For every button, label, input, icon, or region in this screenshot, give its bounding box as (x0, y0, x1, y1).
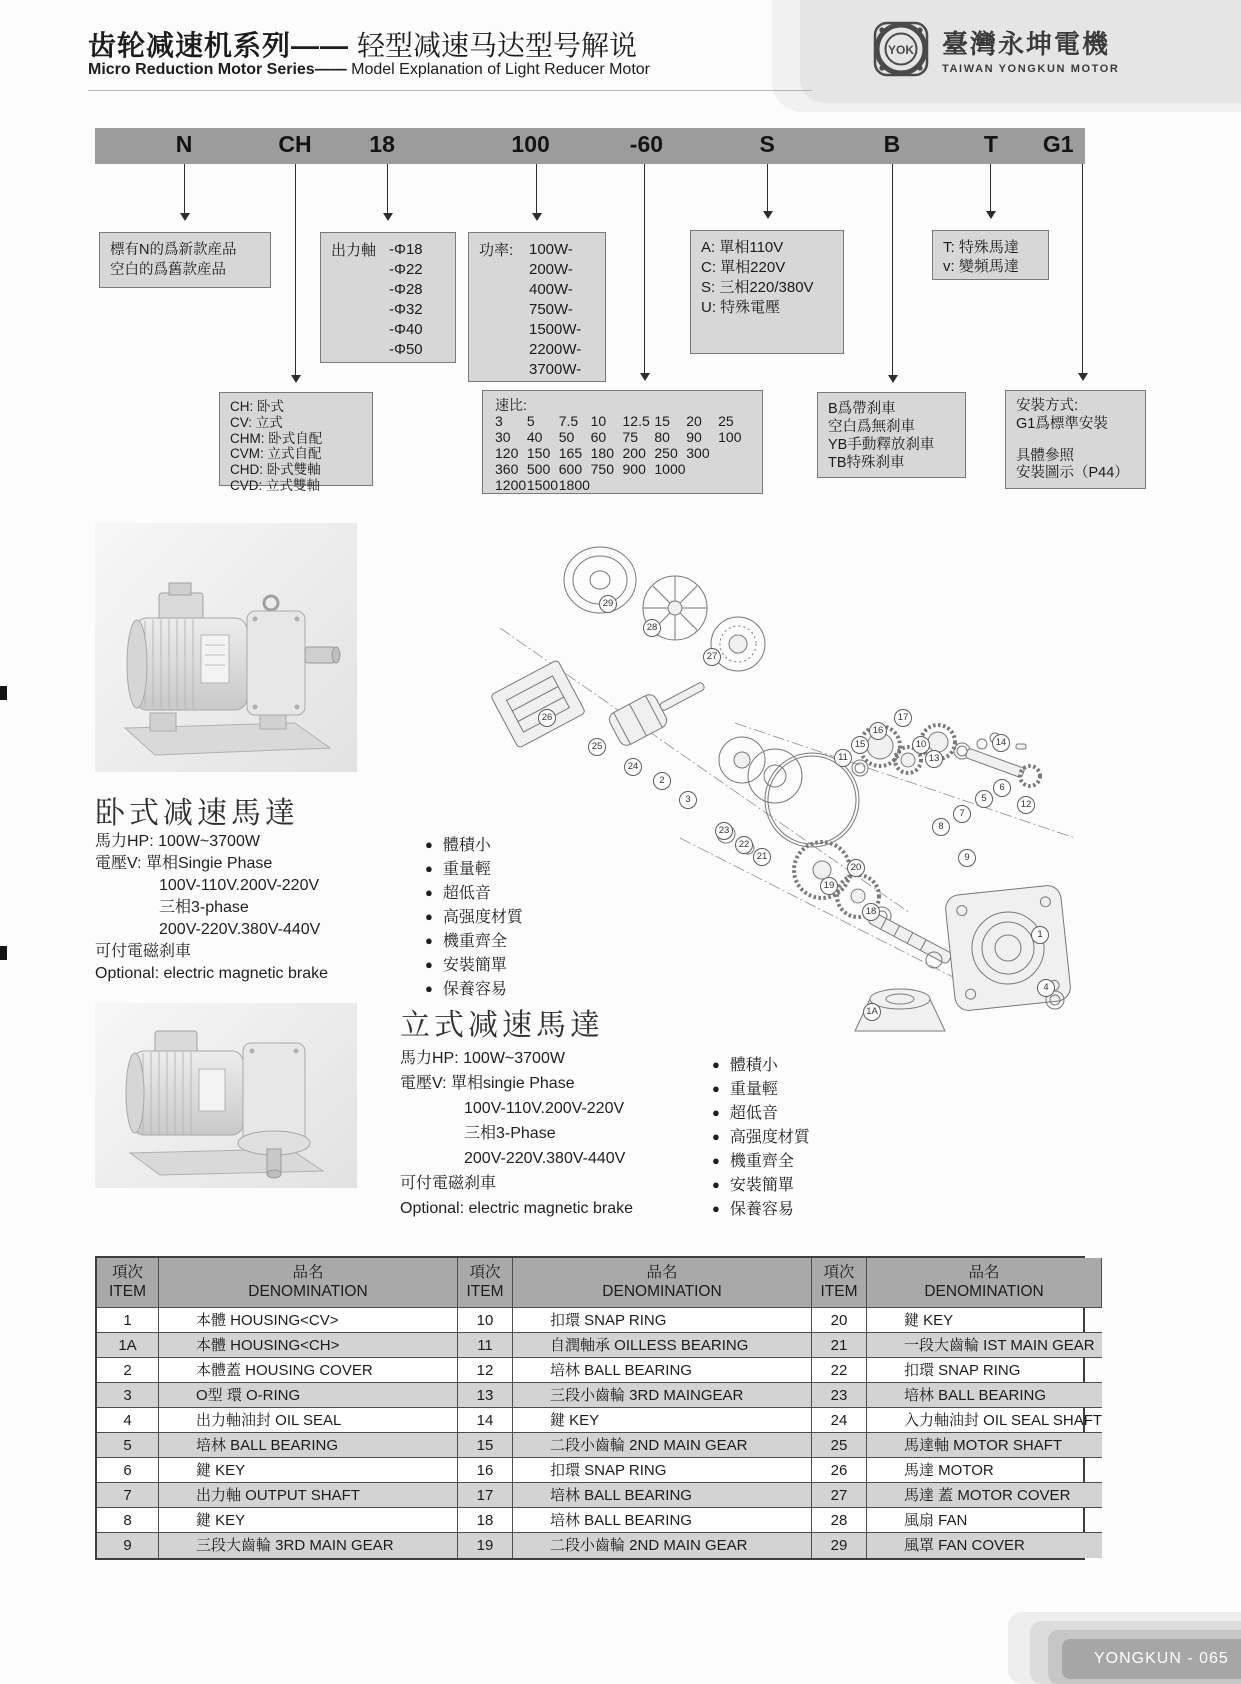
parts-table (95, 1256, 1103, 1560)
explanation-box-mount-type (219, 392, 373, 493)
company-name-zh: 臺灣永坤電機 (942, 28, 1111, 59)
model-code-segment: 100 (511, 131, 550, 157)
text-line: CV: 立式 (230, 414, 283, 430)
part-callout-12: 12 (1017, 796, 1035, 814)
ratio-value: 3 (495, 413, 503, 429)
text-line: Optional: electric magnetic brake (95, 965, 328, 982)
registration-mark (0, 686, 7, 700)
text-line: 三相3-Phase (464, 1125, 556, 1142)
item-number-cell: 29 (812, 1533, 867, 1558)
page-subtitle (88, 61, 650, 79)
part-callout-25: 25 (588, 738, 606, 756)
text-line: 2200W- (529, 341, 582, 358)
denomination-cell: 鍵 KEY (867, 1308, 1102, 1333)
table-header-item: 項次 ITEM (458, 1258, 513, 1308)
text-line: ● 體積小 (712, 1053, 810, 1077)
text-line: ● 高强度材質 (712, 1125, 810, 1149)
item-number-cell: 4 (97, 1408, 159, 1433)
text-line: -Φ40 (389, 321, 423, 338)
denomination-cell: 培林 BALL BEARING (867, 1383, 1102, 1408)
yok-badge-icon (870, 18, 932, 80)
company-logo (870, 18, 1119, 80)
text-line: 電壓V: 單相singie Phase (400, 1075, 575, 1092)
text-line: ● 機重齊全 (712, 1149, 810, 1173)
denomination-cell: 馬達軸 MOTOR SHAFT (867, 1433, 1102, 1458)
item-number-cell: 2 (97, 1358, 159, 1383)
page-title-series: 齿轮减速机系列—— (88, 30, 350, 61)
model-code-bar (95, 128, 1085, 164)
part-callout-6: 6 (993, 779, 1011, 797)
denomination-cell: 二段小齒輪 2ND MAIN GEAR (513, 1433, 812, 1458)
part-callout-21: 21 (753, 848, 771, 866)
text-line: CVM: 立式自配 (230, 446, 322, 462)
item-number-cell: 27 (812, 1483, 867, 1508)
explanation-box-power (468, 232, 606, 382)
ratio-value (686, 477, 718, 493)
item-number-cell: 17 (458, 1483, 513, 1508)
arrow-brake (892, 164, 893, 380)
denomination-cell: 培林 BALL BEARING (513, 1358, 812, 1383)
ratio-value: 12.5 (622, 413, 650, 429)
model-code-segment: CH (278, 131, 312, 157)
text-line: -Φ22 (389, 261, 423, 278)
ratio-value: 25 (718, 413, 734, 429)
ratio-value: 180 (590, 445, 614, 461)
denomination-cell: 出力軸 OUTPUT SHAFT (159, 1483, 458, 1508)
part-callout-28: 28 (643, 619, 661, 637)
denomination-cell: O型 環 O-RING (159, 1383, 458, 1408)
denomination-cell: 本體 HOUSING<CV> (159, 1308, 458, 1333)
text-line: 200V-220V.380V-440V (464, 1150, 626, 1167)
box-label: 速比: (495, 397, 527, 413)
table-header-denomination: 品名 DENOMINATION (867, 1258, 1102, 1308)
part-callout-2: 2 (653, 772, 671, 790)
text-line: CHD: 卧式雙軸 (230, 462, 321, 478)
part-callout-19: 19 (820, 877, 838, 895)
text-line: 400W- (529, 281, 573, 298)
arrow-special (990, 164, 991, 216)
horizontal-motor-photo (95, 523, 357, 772)
denomination-cell: 鍵 KEY (159, 1458, 458, 1483)
text-line: 100W- (529, 241, 573, 258)
arrow-n (184, 164, 185, 218)
denomination-cell: 本體 HOUSING<CH> (159, 1333, 458, 1358)
text-line (1016, 433, 1135, 448)
text-line: U: 特殊電壓 (701, 299, 781, 316)
ratio-value: 1800 (558, 477, 590, 493)
text-line: -Φ32 (389, 301, 423, 318)
text-line: ● 超低音 (425, 881, 523, 905)
text-line: v: 變頻馬達 (943, 258, 1019, 275)
explanation-box-brake (817, 392, 966, 478)
text-line: T: 特殊馬達 (943, 239, 1019, 256)
denomination-cell: 出力軸油封 OIL SEAL (159, 1408, 458, 1433)
explanation-box-install (1005, 390, 1146, 489)
item-number-cell: 23 (812, 1383, 867, 1408)
part-callout-9: 9 (958, 849, 976, 867)
item-number-cell: 22 (812, 1358, 867, 1383)
text-line: ● 安裝簡單 (712, 1173, 810, 1197)
ratio-value: 300 (686, 445, 710, 461)
ratio-value: 1200 (495, 477, 527, 493)
item-number-cell: 16 (458, 1458, 513, 1483)
text-line: 電壓V: 單相Singie Phase (95, 855, 273, 872)
item-number-cell: 15 (458, 1433, 513, 1458)
exploded-parts-diagram (430, 508, 1145, 1083)
text-line: 安裝方式: (1016, 398, 1079, 414)
item-number-cell: 3 (97, 1383, 159, 1408)
table-header-denomination: 品名 DENOMINATION (159, 1258, 458, 1308)
model-code-segment: S (759, 131, 775, 157)
exploded-diagram-drawing (430, 508, 1145, 1083)
text-line: 安裝圖示（P44） (1016, 465, 1129, 481)
ratio-value: 200 (622, 445, 646, 461)
denomination-cell: 風罩 FAN COVER (867, 1533, 1102, 1558)
ratio-value: 360 (495, 461, 519, 477)
text-line: 具體參照 (1016, 447, 1074, 464)
table-column-group (458, 1258, 812, 1558)
explanation-box-voltage (690, 230, 844, 354)
arrow-mount-type (295, 164, 296, 380)
registration-mark (0, 946, 7, 960)
item-number-cell: 13 (458, 1383, 513, 1408)
part-callout-15: 15 (851, 736, 869, 754)
ratio-value: 40 (526, 429, 543, 445)
part-callout-3: 3 (679, 791, 697, 809)
ratio-value: 10 (590, 413, 607, 429)
text-line: ● 體積小 (425, 833, 523, 857)
ratio-value: 750 (590, 461, 614, 477)
part-callout-26: 26 (538, 709, 556, 727)
item-number-cell: 12 (458, 1358, 513, 1383)
horizontal-section-specs (95, 831, 328, 985)
item-number-cell: 1A (97, 1333, 159, 1358)
part-callout-7: 7 (953, 805, 971, 823)
ratio-value: 20 (686, 413, 702, 429)
part-callout-5: 5 (975, 790, 993, 808)
table-column-group (812, 1258, 1103, 1558)
header-divider (88, 90, 812, 91)
ratio-value (686, 461, 718, 477)
text-line: ● 安裝簡單 (425, 953, 523, 977)
item-number-cell: 14 (458, 1408, 513, 1433)
item-number-cell: 24 (812, 1408, 867, 1433)
text-line: G1爲標準安裝 (1016, 415, 1108, 432)
explanation-box-speed-ratio (482, 390, 763, 494)
arrow-ratio (644, 164, 645, 378)
arrow-voltage (767, 164, 768, 216)
ratio-row (495, 429, 750, 445)
table-header-item: 項次 ITEM (97, 1258, 159, 1308)
text-line: CHM: 卧式自配 (230, 430, 323, 446)
model-code-segment: G1 (1042, 131, 1074, 157)
text-line: 可付電磁刹車 (95, 943, 192, 960)
box-label: 出力軸 (331, 242, 377, 259)
denomination-cell: 本體蓋 HOUSING COVER (159, 1358, 458, 1383)
ratio-value: 5 (526, 413, 535, 429)
denomination-cell: 培林 BALL BEARING (513, 1483, 812, 1508)
item-number-cell: 26 (812, 1458, 867, 1483)
model-code-segment: N (175, 131, 193, 157)
company-name (942, 24, 1119, 75)
text-line: ● 保養容易 (712, 1197, 810, 1221)
item-number-cell: 28 (812, 1508, 867, 1533)
text-line: ● 超低音 (712, 1101, 810, 1125)
ratio-row (495, 445, 750, 461)
ratio-row (495, 477, 750, 493)
part-callout-10: 10 (912, 736, 930, 754)
explanation-box-output-shaft (320, 232, 456, 363)
denomination-cell: 入力軸油封 OIL SEAL SHAFT (867, 1408, 1102, 1433)
item-number-cell: 19 (458, 1533, 513, 1558)
arrow-power (536, 164, 537, 218)
denomination-cell: 培林 BALL BEARING (513, 1508, 812, 1533)
denomination-cell: 三段小齒輪 3RD MAINGEAR (513, 1383, 812, 1408)
text-line: S: 三相220/380V (701, 279, 814, 296)
denomination-cell: 二段小齒輪 2ND MAIN GEAR (513, 1533, 812, 1558)
denomination-cell: 馬達 MOTOR (867, 1458, 1102, 1483)
text-line: 200W- (529, 261, 573, 278)
ratio-value: 80 (654, 429, 670, 445)
part-callout-1A: 1A (863, 1003, 881, 1021)
denomination-cell: 培林 BALL BEARING (159, 1433, 458, 1458)
box-label: 功率: (479, 242, 514, 259)
denomination-cell: 鍵 KEY (513, 1408, 812, 1433)
part-callout-23: 23 (715, 822, 733, 840)
text-line: CH: 卧式 (230, 399, 284, 414)
text-line: 馬力HP: 100W~3700W (400, 1050, 565, 1067)
text-line: ● 重量輕 (712, 1077, 810, 1101)
model-code-segment: T (983, 131, 998, 157)
text-line: 200V-220V.380V-440V (159, 921, 321, 938)
ratio-value (591, 477, 623, 493)
text-line: ● 保養容易 (425, 977, 523, 1001)
ratio-value: 90 (686, 429, 702, 445)
ratio-value: 1000 (654, 461, 686, 477)
item-number-cell: 11 (458, 1333, 513, 1358)
text-line: CVD: 立式雙軸 (230, 477, 321, 493)
item-number-cell: 25 (812, 1433, 867, 1458)
ratio-value: 600 (558, 461, 583, 477)
table-header-item: 項次 ITEM (812, 1258, 867, 1308)
part-callout-4: 4 (1037, 979, 1055, 997)
denomination-cell: 鍵 KEY (159, 1508, 458, 1533)
arrow-install (1082, 164, 1083, 378)
text-line: 3700W- (529, 361, 582, 378)
ratio-value: 1500 (526, 477, 559, 493)
part-callout-8: 8 (932, 818, 950, 836)
ratio-value: 100 (718, 429, 742, 445)
item-number-cell: 20 (812, 1308, 867, 1333)
denomination-cell: 馬達 蓋 MOTOR COVER (867, 1483, 1102, 1508)
text-line: 空白的爲舊款産品 (110, 262, 226, 278)
ratio-value: 120 (495, 445, 519, 461)
page-title-topic: 轻型减速马达型号解说 (357, 30, 638, 61)
model-code-segment: B (883, 131, 901, 157)
ratio-row (495, 413, 750, 429)
text-line: ● 機重齊全 (425, 929, 523, 953)
page-subtitle-topic: Model Explanation of Light Reducer Motor (351, 61, 650, 78)
part-callout-14: 14 (992, 734, 1010, 752)
denomination-cell: 一段大齒輪 IST MAIN GEAR (867, 1333, 1102, 1358)
text-line: C: 單相220V (701, 259, 786, 276)
vertical-section-heading: 立式减速馬達 (400, 1009, 604, 1042)
vertical-motor-illustration (95, 1003, 357, 1188)
part-callout-16: 16 (869, 722, 887, 740)
part-callout-17: 17 (894, 709, 912, 727)
page-title (88, 24, 637, 64)
text-line: -Φ18 (389, 241, 423, 258)
ratio-value: 150 (526, 445, 551, 461)
denomination-cell: 風扇 FAN (867, 1508, 1102, 1533)
part-callout-27: 27 (703, 648, 721, 666)
model-code-segment: 18 (369, 131, 395, 157)
explanation-box-special-motor (932, 230, 1049, 280)
text-line: 三相3-phase (159, 899, 249, 916)
part-callout-29: 29 (599, 595, 617, 613)
part-callout-11: 11 (834, 749, 852, 767)
company-name-en: TAIWAN YONGKUN MOTOR (942, 62, 1120, 75)
ratio-value (718, 445, 750, 461)
table-column-group (97, 1258, 458, 1558)
text-line: ● 高强度材質 (425, 905, 523, 929)
denomination-cell: 扣環 SNAP RING (513, 1308, 812, 1333)
denomination-cell: 扣環 SNAP RING (513, 1458, 812, 1483)
part-callout-22: 22 (735, 836, 753, 854)
denomination-cell: 自潤軸承 OILLESS BEARING (513, 1333, 812, 1358)
text-line: YB手動釋放刹車 (828, 437, 935, 453)
text-line: -Φ50 (389, 341, 423, 358)
item-number-cell: 18 (458, 1508, 513, 1533)
ratio-row (495, 461, 750, 477)
ratio-value (718, 477, 750, 493)
page-subtitle-series: Micro Reduction Motor Series—— (88, 61, 347, 78)
ratio-value: 900 (622, 461, 646, 477)
ratio-value: 7.5 (558, 413, 579, 429)
item-number-cell: 7 (97, 1483, 159, 1508)
horizontal-section-heading: 卧式减速馬達 (95, 797, 299, 830)
item-number-cell: 10 (458, 1308, 513, 1333)
denomination-cell: 三段大齒輪 3RD MAIN GEAR (159, 1533, 458, 1558)
ratio-value: 30 (495, 429, 511, 445)
horizontal-motor-illustration (95, 523, 357, 772)
text-line: 標有N的爲新款産品 (110, 242, 237, 258)
item-number-cell: 9 (97, 1533, 159, 1558)
item-number-cell: 5 (97, 1433, 159, 1458)
ratio-value: 50 (558, 429, 575, 445)
part-callout-1: 1 (1031, 926, 1049, 944)
part-callout-13: 13 (925, 750, 943, 768)
table-header-denomination: 品名 DENOMINATION (513, 1258, 812, 1308)
item-number-cell: 8 (97, 1508, 159, 1533)
text-line: B爲帶刹車 (828, 401, 896, 417)
ratio-value: 75 (622, 429, 639, 445)
page-footer (1062, 1639, 1241, 1679)
text-line: 100V-110V.200V-220V (464, 1100, 625, 1117)
text-line: Optional: electric magnetic brake (400, 1200, 633, 1217)
item-number-cell: 6 (97, 1458, 159, 1483)
item-number-cell: 21 (812, 1333, 867, 1358)
text-line: 空白爲無刹車 (828, 419, 915, 435)
ratio-value: 165 (558, 445, 583, 461)
ratio-value: 15 (654, 413, 670, 429)
page-number-label: YONGKUN - 065 (1094, 1650, 1229, 1667)
explanation-box-new-product (99, 232, 271, 288)
ratio-value (654, 477, 686, 493)
svg-text:YOK: YOK (887, 43, 915, 57)
text-line: 750W- (529, 301, 573, 318)
text-line: ● 重量輕 (425, 857, 523, 881)
ratio-value (623, 477, 655, 493)
text-line: 100V-110V.200V-220V (159, 877, 320, 894)
text-line: 可付電磁刹車 (400, 1175, 497, 1192)
part-callout-24: 24 (624, 758, 642, 776)
text-line: -Φ28 (389, 281, 423, 298)
ratio-value: 250 (654, 445, 678, 461)
denomination-cell: 扣環 SNAP RING (867, 1358, 1102, 1383)
text-line: TB特殊刹車 (828, 455, 905, 471)
text-line: 馬力HP: 100W~3700W (95, 833, 260, 850)
part-callout-20: 20 (847, 859, 865, 877)
ratio-value (718, 461, 750, 477)
ratio-value: 500 (526, 461, 551, 477)
text-line: 1500W- (529, 321, 582, 338)
item-number-cell: 1 (97, 1308, 159, 1333)
arrow-shaft (387, 164, 388, 218)
model-code-segment: -60 (629, 131, 664, 157)
text-line: A: 單相110V (701, 239, 784, 256)
vertical-motor-photo (95, 1003, 357, 1188)
part-callout-18: 18 (862, 903, 880, 921)
ratio-value: 60 (590, 429, 607, 445)
